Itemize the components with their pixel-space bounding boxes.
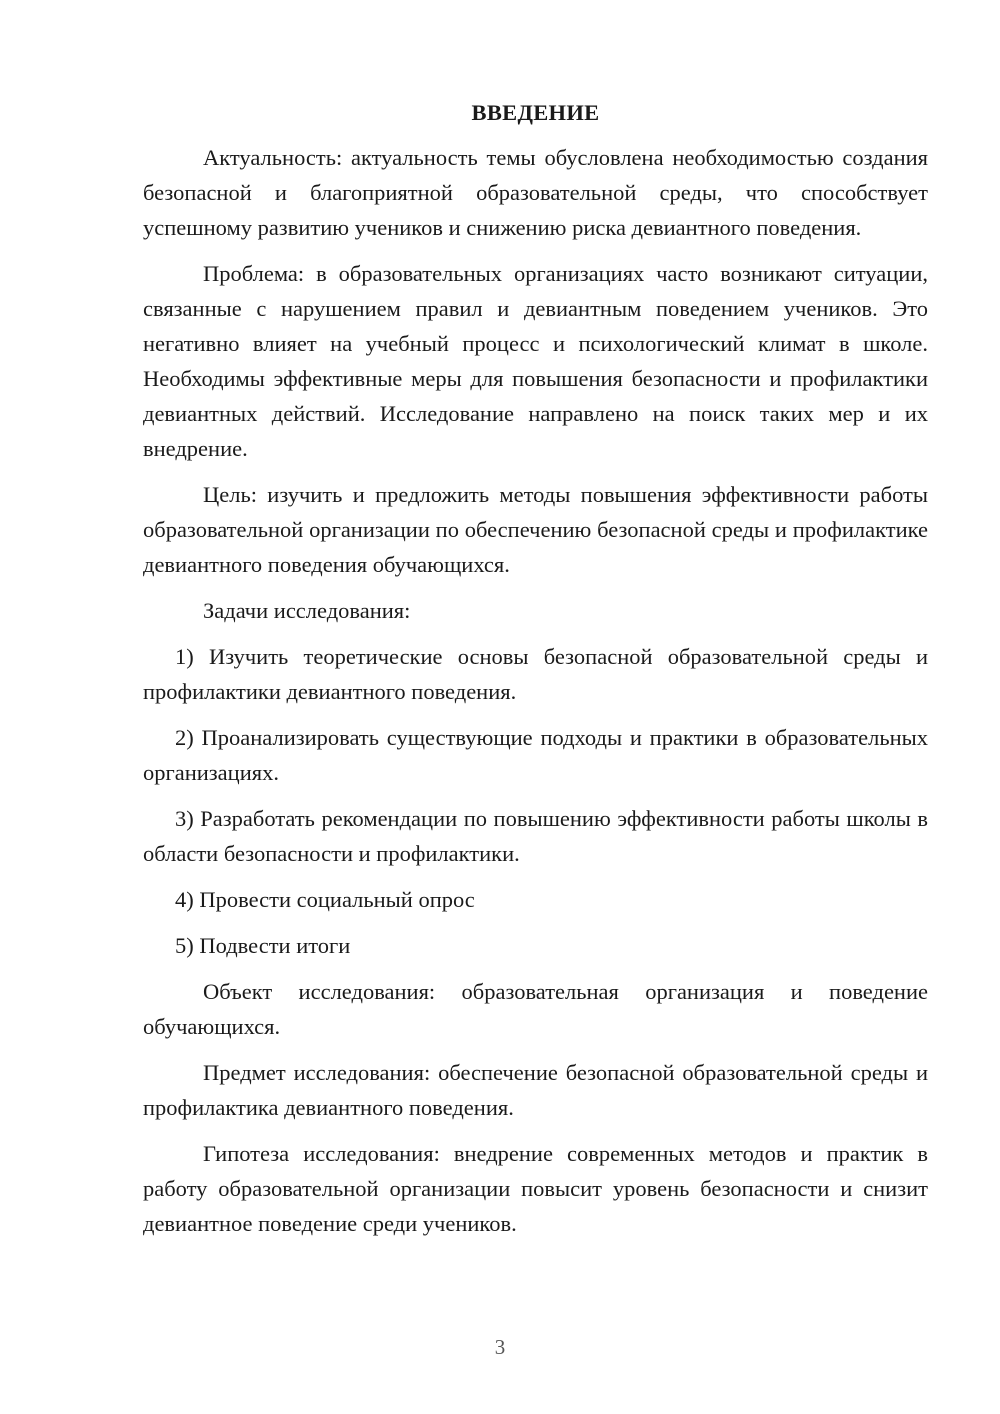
task-item-2: 2) Проанализировать существующие подходы и практики в образовательных организациях.	[143, 725, 928, 785]
paragraph-object: Объект исследования: образовательная организация и поведение обучающихся.	[143, 979, 928, 1039]
paragraph-problem: Проблема: в образовательных организациях часто возникают ситуации, связанные с нарушением правил и девиантным поведением учеников. Это негативно влияет на учебный процесс и психологический климат в школе. Необходимы эффективные меры для повышения безопасности и профилактики девиантных действий. Исследование направлено на поиск таких мер и их внедрение.	[143, 261, 928, 461]
task-item-5: 5) Подвести итоги	[175, 933, 351, 958]
task-item-3: 3) Разработать рекомендации по повышению эффективности работы школы в области безопасности и профилактики.	[143, 806, 928, 866]
paragraph-goal: Цель: изучить и предложить методы повышения эффективности работы образовательной организации по обеспечению безопасной среды и профилактике девиантного поведения обучающихся.	[143, 482, 928, 577]
task-item-4: 4) Провести социальный опрос	[175, 887, 475, 912]
paragraph-hypothesis: Гипотеза исследования: внедрение современных методов и практик в работу образовательной организации повысит уровень безопасности и снизит девиантное поведение среди учеников.	[143, 1141, 928, 1236]
paragraph-tasks-heading: Задачи исследования:	[203, 598, 411, 623]
task-item-1: 1) Изучить теоретические основы безопасной образовательной среды и профилактики девиантного поведения.	[143, 644, 928, 704]
section-title: ВВЕДЕНИЕ	[471, 100, 600, 125]
paragraph-relevance: Актуальность: актуальность темы обусловлена необходимостью создания безопасной и благоприятной образовательной среды, что способствует успешному развитию учеников и снижению риска девиантного поведения.	[143, 145, 928, 240]
document-page	[143, 95, 928, 1252]
paragraph-subject: Предмет исследования: обеспечение безопасной образовательной среды и профилактика девиантного поведения.	[143, 1060, 928, 1120]
page-number: 3	[494, 1335, 506, 1359]
